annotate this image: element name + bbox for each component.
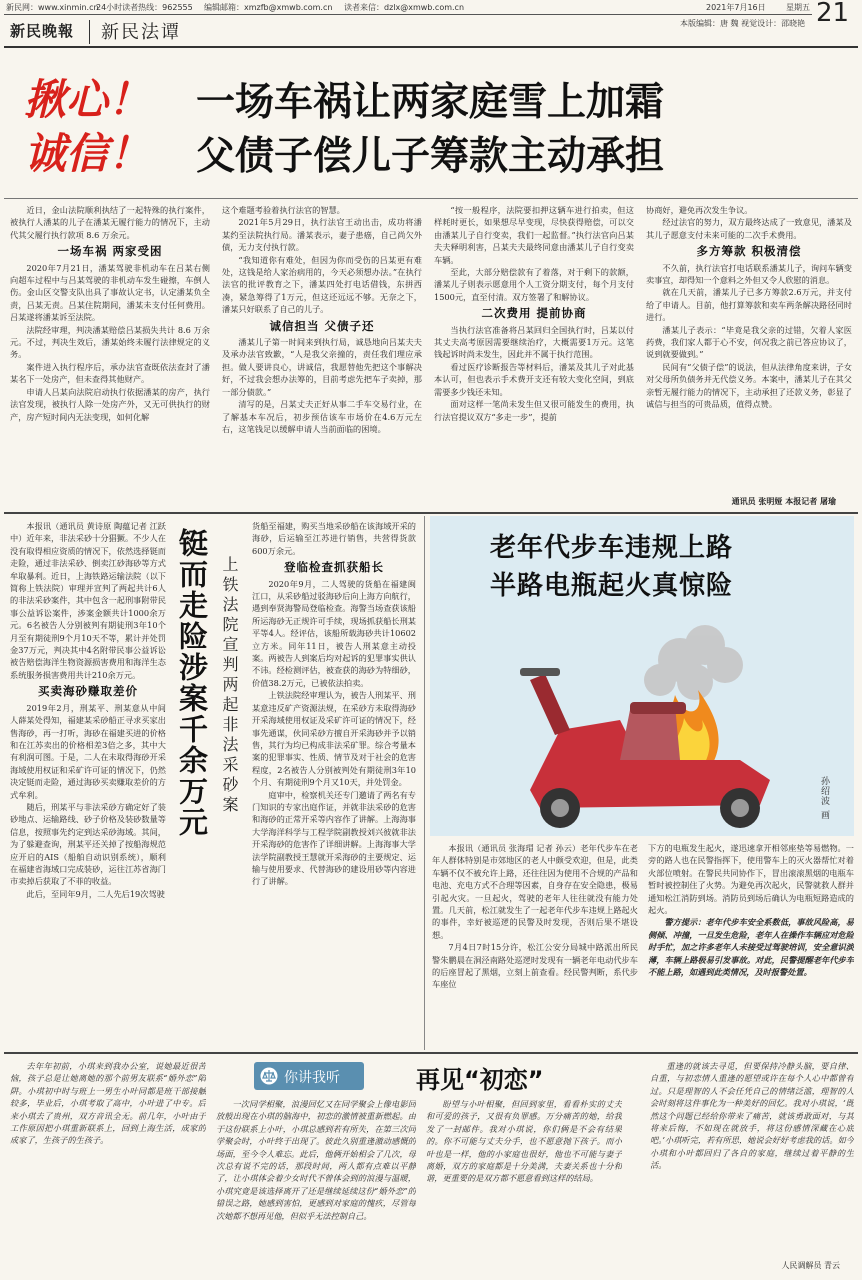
column-title: 再见“初恋” bbox=[416, 1066, 544, 1094]
lead-col-4 bbox=[646, 204, 852, 508]
lead-paragraph: 清写的是，吕某丈夫正好从事二手车交易行业，在了解基本车况后，初步预估该车市场价在4.6万元左右，这笔钱足以缓解申请人当前面临的困境。 bbox=[222, 399, 422, 434]
lead-byline: 通讯员 张明娅 本报记者 屠瑜 bbox=[731, 496, 836, 506]
scooter-col-c bbox=[432, 842, 638, 1048]
column-paragraph: 重逢的就该去寻觅，但要保持冷静头脑，要自律、自重，与初恋情人重逢的愿望或许在每个人心中都曾有过。只是理智的人不会任凭自己的情绪泛滥，理智的人会时刻将这件事化为一种美好的回忆。我对小琪说，‘既然这个问题已经给你带来了痛苦，就该勇敢面对，与其将来后悔，不如现在就放手，将这份感情深藏在心底吧。’小琪听完，若有所思，她说会好好考虑我的话。如今小琪和小叶都回归了各自的家庭，继续过着平静的生活。 bbox=[650, 1061, 854, 1171]
sand-paragraph: 此后，至同年9月，二人先后19次驾驶 bbox=[26, 888, 165, 899]
lead-paragraph: 不久前，执行法官打电话联系潘某儿子，询问车辆变卖事宜，却得知一个意料之外但又令人欣慰的消息。 bbox=[646, 262, 852, 286]
lead-paragraph: “我知道你有难处，但因为你而受伤的吕某更有难处，这钱是给人家治病用的，今天必须想办法。”在执行法官的批评教育之下，潘某四处打电话借钱，东拼西凑，紧急筹得了1万元，但这还远远不够。无奈之下，潘某只好联系了自己的儿子。 bbox=[222, 254, 422, 315]
column-tag: 你讲我听 bbox=[284, 1070, 340, 1086]
lead-paragraph: 协商好，避免再次发生争议。 bbox=[646, 205, 753, 215]
lead-title-2: 父债子偿儿子筹款主动承担 bbox=[196, 134, 665, 179]
lead-paragraph: 这个难题考验着执行法官的智慧。 bbox=[222, 205, 345, 215]
scooter-paragraph: 下方的电瓶发生起火，遂迅速拿开相邻座垫等易燃物。一旁的路人也在民警指挥下，使用警车上的灭火器帮忙对着火部位喷射。在警民共同协作下，冒出滚滚黑烟的电瓶车暂时被控制住了火势。为避免再次起火，民警就救人群并通知松江消防到场。消防员到场后确认为电瓶短路造成的起火。 bbox=[648, 843, 854, 916]
lead-paragraph: 潘某儿子表示：“毕竟是我父亲的过错，欠着人家医药费，我们家人都于心不安，何况我之前已答应协议了，说到就要做到。” bbox=[646, 324, 852, 360]
lead-paragraph: 至此，大部分赔偿款有了着落，对于剩下的款额，潘某儿子则表示愿意用个人工资分期支付，每个月支付1500元，直至付清。双方签署了和解协议。 bbox=[434, 267, 634, 302]
sand-paragraph: 2019年2月，刑某平、刑某意从中间人薛某处得知，福建某采砂船正寻求买家出售海砂，再一打听，海砂在福建买进的价格和在江苏卖出的价格相差3倍之多，其中大有利润可图。于是，二人在未取得海砂开采海域使用权证和采矿许可证的情况下，仍然决定铤而走险，通过海砂买卖赚取差价的方式牟利。 bbox=[10, 702, 166, 800]
header-site: 新民网：www.xinmin.cn bbox=[6, 3, 99, 12]
lead-paragraph: 2021年5月29日，执行法官王动出击，成功将潘某约至法院执行局。潘某表示，妻子患癌，自己尚欠外债，无力支付执行款。 bbox=[222, 217, 422, 253]
police-tip: 警方提示：老年代步车安全系数低，事故风险高，易侧倾、冲撞，一旦发生危险，老年人在操作车辆应对危险时手忙，加之许多老年人未接受过驾驶培训，安全意识淡薄，车辆上路极易引发事故。对此，民警提醒老年代步车不能上路，如遇到此类情况，及时报警处置。 bbox=[648, 917, 854, 978]
column-col-h bbox=[650, 1060, 854, 1256]
lead-paragraph: 当执行法官准备将吕某回归全国执行时，吕某以付其丈夫高考原因需要继续治疗，大概需要1万元。这笔钱起诉时尚未发生，因此并不属于执行范围。 bbox=[434, 324, 634, 360]
lead-col-1 bbox=[10, 204, 210, 508]
column-tag-badge bbox=[254, 1062, 364, 1090]
kicker-integrity: 诚信！ bbox=[24, 129, 151, 178]
header-weekday: 星期五 bbox=[786, 3, 810, 12]
scooter-title-1: 老年代步车违规上路 bbox=[490, 533, 734, 563]
lead-paragraph: 2020年7月21日，潘某驾驶非机动车在吕某右侧向超车过程中与吕某驾驶的非机动车发生碰擦，车倒人伤。金山区交警支队出具了事故认定书，认定潘某负全责，吕某无责。吕某住院期间，潘某未支付任何费用。吕某遂将潘某诉至法院。 bbox=[10, 262, 210, 323]
illustration-credit: 孙绍波 画 bbox=[819, 776, 829, 820]
lead-paragraph: “按一般程序，法院要扣押这辆车进行拍卖，但这样耗时更长，如果想尽早变现，尽快获得赔偿，可以交由潘某儿子自行变卖，我们一起监督。”执行法官向吕某夫夫释明利害，吕某夫夫最终同意由潘某儿子自行变卖车辆。 bbox=[434, 205, 634, 265]
lead-paragraph: 案件进入执行程序后，承办法官查既依法查封了潘某名下一处房产，但未查得其他财产。 bbox=[10, 361, 210, 385]
lead-title-1: 一场车祸让两家庭雪上加霜 bbox=[196, 80, 665, 125]
sand-subhead-a: 买卖海砂赚取差价 bbox=[38, 684, 138, 699]
column-paragraph: 一次同学相聚，浪漫回忆又在同学聚会上像电影回放般出现在小琪的脑海中，初恋的激情被重新燃起。由于这份联系上小叶，小琪总感到若有所失，在第三次同学聚会时，小叶终于出现了。彼此久别重逢激动感慨的场面，至今令人难忘。此后，他俩开始相会了几次，母次总有说不完的话，那段时间，两人都有点难以平静了，让小琪体会着少女时代不曾体会到的浪漫与温暖，小琪究竟是该选择离开了还是继续延续这份“婚外恋”的错误之路，她感到害怕，更感到对家庭的愧疚，尽管每次她都不想再见他，但似乎无法控制自己。 bbox=[216, 1099, 416, 1221]
section-title: 新民法谭 bbox=[101, 22, 181, 43]
header-hotline: 24小时读者热线：962555 bbox=[96, 3, 193, 12]
scooter-paragraph: 本报讯（通讯员 张海瑁 记者 孙云）老年代步车在老年人群体特别是市郊地区的老人中颇受欢迎，但是，此类车辆不仅不被允许上路，还往往因为使用不合规的产品和电池、充电方式不合理等因素，自身存在安全隐患，极易引起火灾。一旦起火，驾驶的老年人往往就没有能力处置。几天前，松江就发生了一起老年代步车违规上路起火的事件，幸好被巡逻的民警及时发现，否则后果不堪设想。 bbox=[432, 843, 638, 940]
page-credits: 本版编辑：唐 魏 视觉设计：邵晓艳 bbox=[680, 19, 806, 28]
sand-paragraph: 随后，刑某平与非法采砂方确定好了装砂地点、运输路线、砂子价格及装砂数量等信息，按照事先约定到达采砂海域。其间，为了躲避查询，刑某平还关掉了按船海规范应开启的AIS（船舶自动识别系统），顺利在福建省海域口完成装砂，运往江苏省海门市卖掉后获取了不菲的收益。 bbox=[10, 801, 166, 887]
lead-paragraph: 面对这样一笔尚未发生但又很可能发生的费用，执行法官提议双方“多走一步”，提前 bbox=[434, 399, 634, 422]
lead-paragraph: 民间有“父债子偿”的说法，但从法律角度来讲，子女对父母所负债务并无代偿义务。本案中，潘某儿子在其父亲暂无履行能力的情况下，主动承担了还款义务，彰显了诚信与担当的可贵品质，值得点赞。 bbox=[646, 361, 852, 410]
sand-subtitle: 上铁法院宣判两起非法采砂案 bbox=[220, 556, 239, 816]
header-editor-email: 编辑邮箱：xmzfb@xmwb.com.cn bbox=[204, 3, 333, 12]
lead-paragraph: 申请人吕某向法院启动执行依据潘某的房产，执行法官发现，被执行人除一处房产外，又无可供执行的财产，房产短时间内无法变现，如何化解 bbox=[10, 386, 210, 422]
column-col-f bbox=[216, 1098, 416, 1272]
sand-col-b bbox=[252, 520, 416, 1048]
scooter-icon bbox=[520, 668, 770, 828]
sand-paragraph: 货船至福建，购买当地采砂船在该海域开采的海砂，后运输至江苏进行销售，共营得货款600万余元。 bbox=[252, 521, 416, 556]
scooter-fire-illustration bbox=[470, 610, 820, 830]
lead-paragraph: 近日，金山法院顺利执结了一起特殊的执行案件，被执行人潘某的儿子在潘某无履行能力的情况下，主动代其父履行执行款项 8.6 万余元。 bbox=[10, 205, 210, 240]
lead-subhead-4: 多方筹款 积极清偿 bbox=[696, 244, 802, 259]
lead-subhead-1: 一场车祸 两家受困 bbox=[57, 244, 163, 259]
column-col-e bbox=[10, 1060, 206, 1272]
sand-paragraph: 上铁法院经审理认为，被告人刑某平、刑某意违反矿产资源法规，在采砂方未取得海砂开采海域使用权证及采矿许可证的情况下，经事先通谋，伙同采砂方擅自开采海砂并予以销售，其行为均已构成非法采矿罪。综合考量本案的犯罪事实、性质、情节及对于社会的危害程度，2名被告人分别被判处有期徒刑3年10个月、有期徒刑9个月又10天，并处罚金。 bbox=[252, 690, 416, 788]
sand-paragraph: 2020年9月，二人驾驶的货船在福建闽江口，从采砂船过驳海砂后向上海方向航行，遇到奉贤海警局登临检查。海警当场查获该船所运海砂无正规许可手续，现场抓获船长刑某平等4人。经评估，该船所载海砂共计10602立方米。同年11日，被告人刑某意主动投案。两被告人到案后均对起诉的犯罪事实供认不讳。经检测评估，被查获的海砂为特细砂，价值38.2万元，已被依法拍卖。 bbox=[252, 578, 416, 688]
column-byline: 人民调解员 青云 bbox=[781, 1261, 840, 1270]
sand-col-a bbox=[10, 520, 166, 1048]
sand-title: 铤而走险涉案千余万元 bbox=[175, 528, 209, 838]
sand-paragraph: 本报讯（通讯员 黄诗原 陶蕴记者 江跃中）近年来，非法采砂十分猖獗。不少人在没有取得相应资质的情况下，依然选择铤而走险，通过非法采砂、倒卖江砂海砂等方式牟取暴利。近日，上海铁路运输法院（以下简称上铁法院）审理并宣判了两起共计6人的非法采砂案件，其中包含一起刑事附带民事公益诉讼案件，涉案金额共计1000余万元。6名被告人分别被判有期徒刑3年10个月至有期徒刑9个月10天不等，累计并处罚金37万元，判决其中4名附带民事公益诉讼被告赔偿海洋生物资源损害费用和海洋生态系统服务损害费用共计210余万元。 bbox=[10, 521, 166, 680]
page-number: 21 bbox=[816, 0, 850, 28]
scooter-paragraph: 7月4日7时15分许，松江公安分局城中路派出所民警朱鹏晨在洞泾南路处巡逻时发现有一辆老年电动代步车的后座冒起了黑烟，立刻上前查看。经民警判断，系代步车座位 bbox=[432, 942, 638, 990]
lead-paragraph: 看过医疗诊断报告等材料后，潘某及其儿子对此基本认可，但也表示手术费开支还有较大变化空间，到底需要多少钱还未知。 bbox=[434, 361, 634, 397]
kicker-worry: 揪心！ bbox=[24, 75, 151, 124]
smoke-icon bbox=[644, 625, 743, 700]
lead-paragraph: 就在几天前，潘某儿子已多方筹款2.6万元，并支付给了申请人。目前，他打算筹款和卖车两条解决路径同时进行。 bbox=[646, 287, 852, 323]
column-col-g bbox=[426, 1098, 622, 1272]
lead-paragraph: 潘某儿子第一时间来到执行局，诚恳地向吕某夫夫及承办法官致歉，“人是我父亲撞的，责任我们理应承担。做人要讲良心，讲诚信，我愿替他先把这个事解决好，不过我会想办法筹的，目前考虑先把车子卖掉，那一部分债款。” bbox=[222, 337, 422, 397]
scales-icon bbox=[260, 1067, 278, 1085]
lead-paragraph: 经过法官的努力，双方最终达成了一致意见，潘某及其儿子愿意支付未来可能的二次手术费用。 bbox=[646, 217, 852, 240]
brand-logo: 新民晚報 bbox=[10, 22, 75, 40]
header-reader-mail: 读者来信：dzlx@xmwb.com.cn bbox=[344, 3, 465, 12]
scooter-title-2: 半路电瓶起火真惊险 bbox=[490, 571, 734, 601]
header-date: 2021年7月16日 bbox=[706, 3, 766, 12]
lead-subhead-3: 二次费用 提前协商 bbox=[481, 306, 587, 321]
scooter-col-d bbox=[648, 842, 854, 1048]
column-paragraph: 盼望与小叶相聚，但回到家里，看看朴实的丈夫和可爱的孩子，又很有负罪感。万分痛苦的她，给我发了一封邮件。我对小琪说，你们俩是不会有结果的。你不可能与丈夫分手，也不愿意抛下孩子。而小叶也是一样，他的小家庭也很好，他也不可能与妻子离婚，双方的家庭都是十分美满，夫妻关系也十分和谐，更重要的是双方都不愿意看到这样的结局。 bbox=[426, 1099, 622, 1184]
lead-subhead-2: 诚信担当 父债子还 bbox=[269, 318, 375, 333]
lead-col-2 bbox=[222, 204, 422, 508]
sand-paragraph: 庭审中，检察机关还专门邀请了两名有专门知识的专家出庭作证，并就非法采砂的危害和海砂的正常开采等内容作了讲解。上海海事大学海洋科学与工程学院副教授刘兴彼就非法开采海砂的危害作了详细讲解。上海海事大学法学院副教授王慧就开采海砂的主要规定、运输与使用要求、代替海砂的建设用砂等内容进行了讲解。 bbox=[252, 789, 416, 887]
column-paragraph: 去年年初前，小琪来到我办公室，说她最近很苦恼，孩子总是让她离她的那个前男友联系“婚外恋”陷阱。小琪初中时与班上一男生小叶同都是班干部接触较多，毕业后，小琪考取了高中，小叶进了中专。后来小琪去了贵州，双方音讯全无。前几年，小叶由于工作原因把小琪重新联系上，回到上海生活，成家的成家了，生孩子的生孩子。 bbox=[10, 1061, 206, 1146]
sand-subhead-b: 登临检查抓获船长 bbox=[284, 560, 384, 575]
lead-col-3 bbox=[434, 204, 634, 508]
lead-paragraph: 法院经审理，判决潘某赔偿吕某损失共计 8.6 万余元。不过，判决生效后，潘某始终未履行法律规定的义务。 bbox=[10, 324, 210, 360]
